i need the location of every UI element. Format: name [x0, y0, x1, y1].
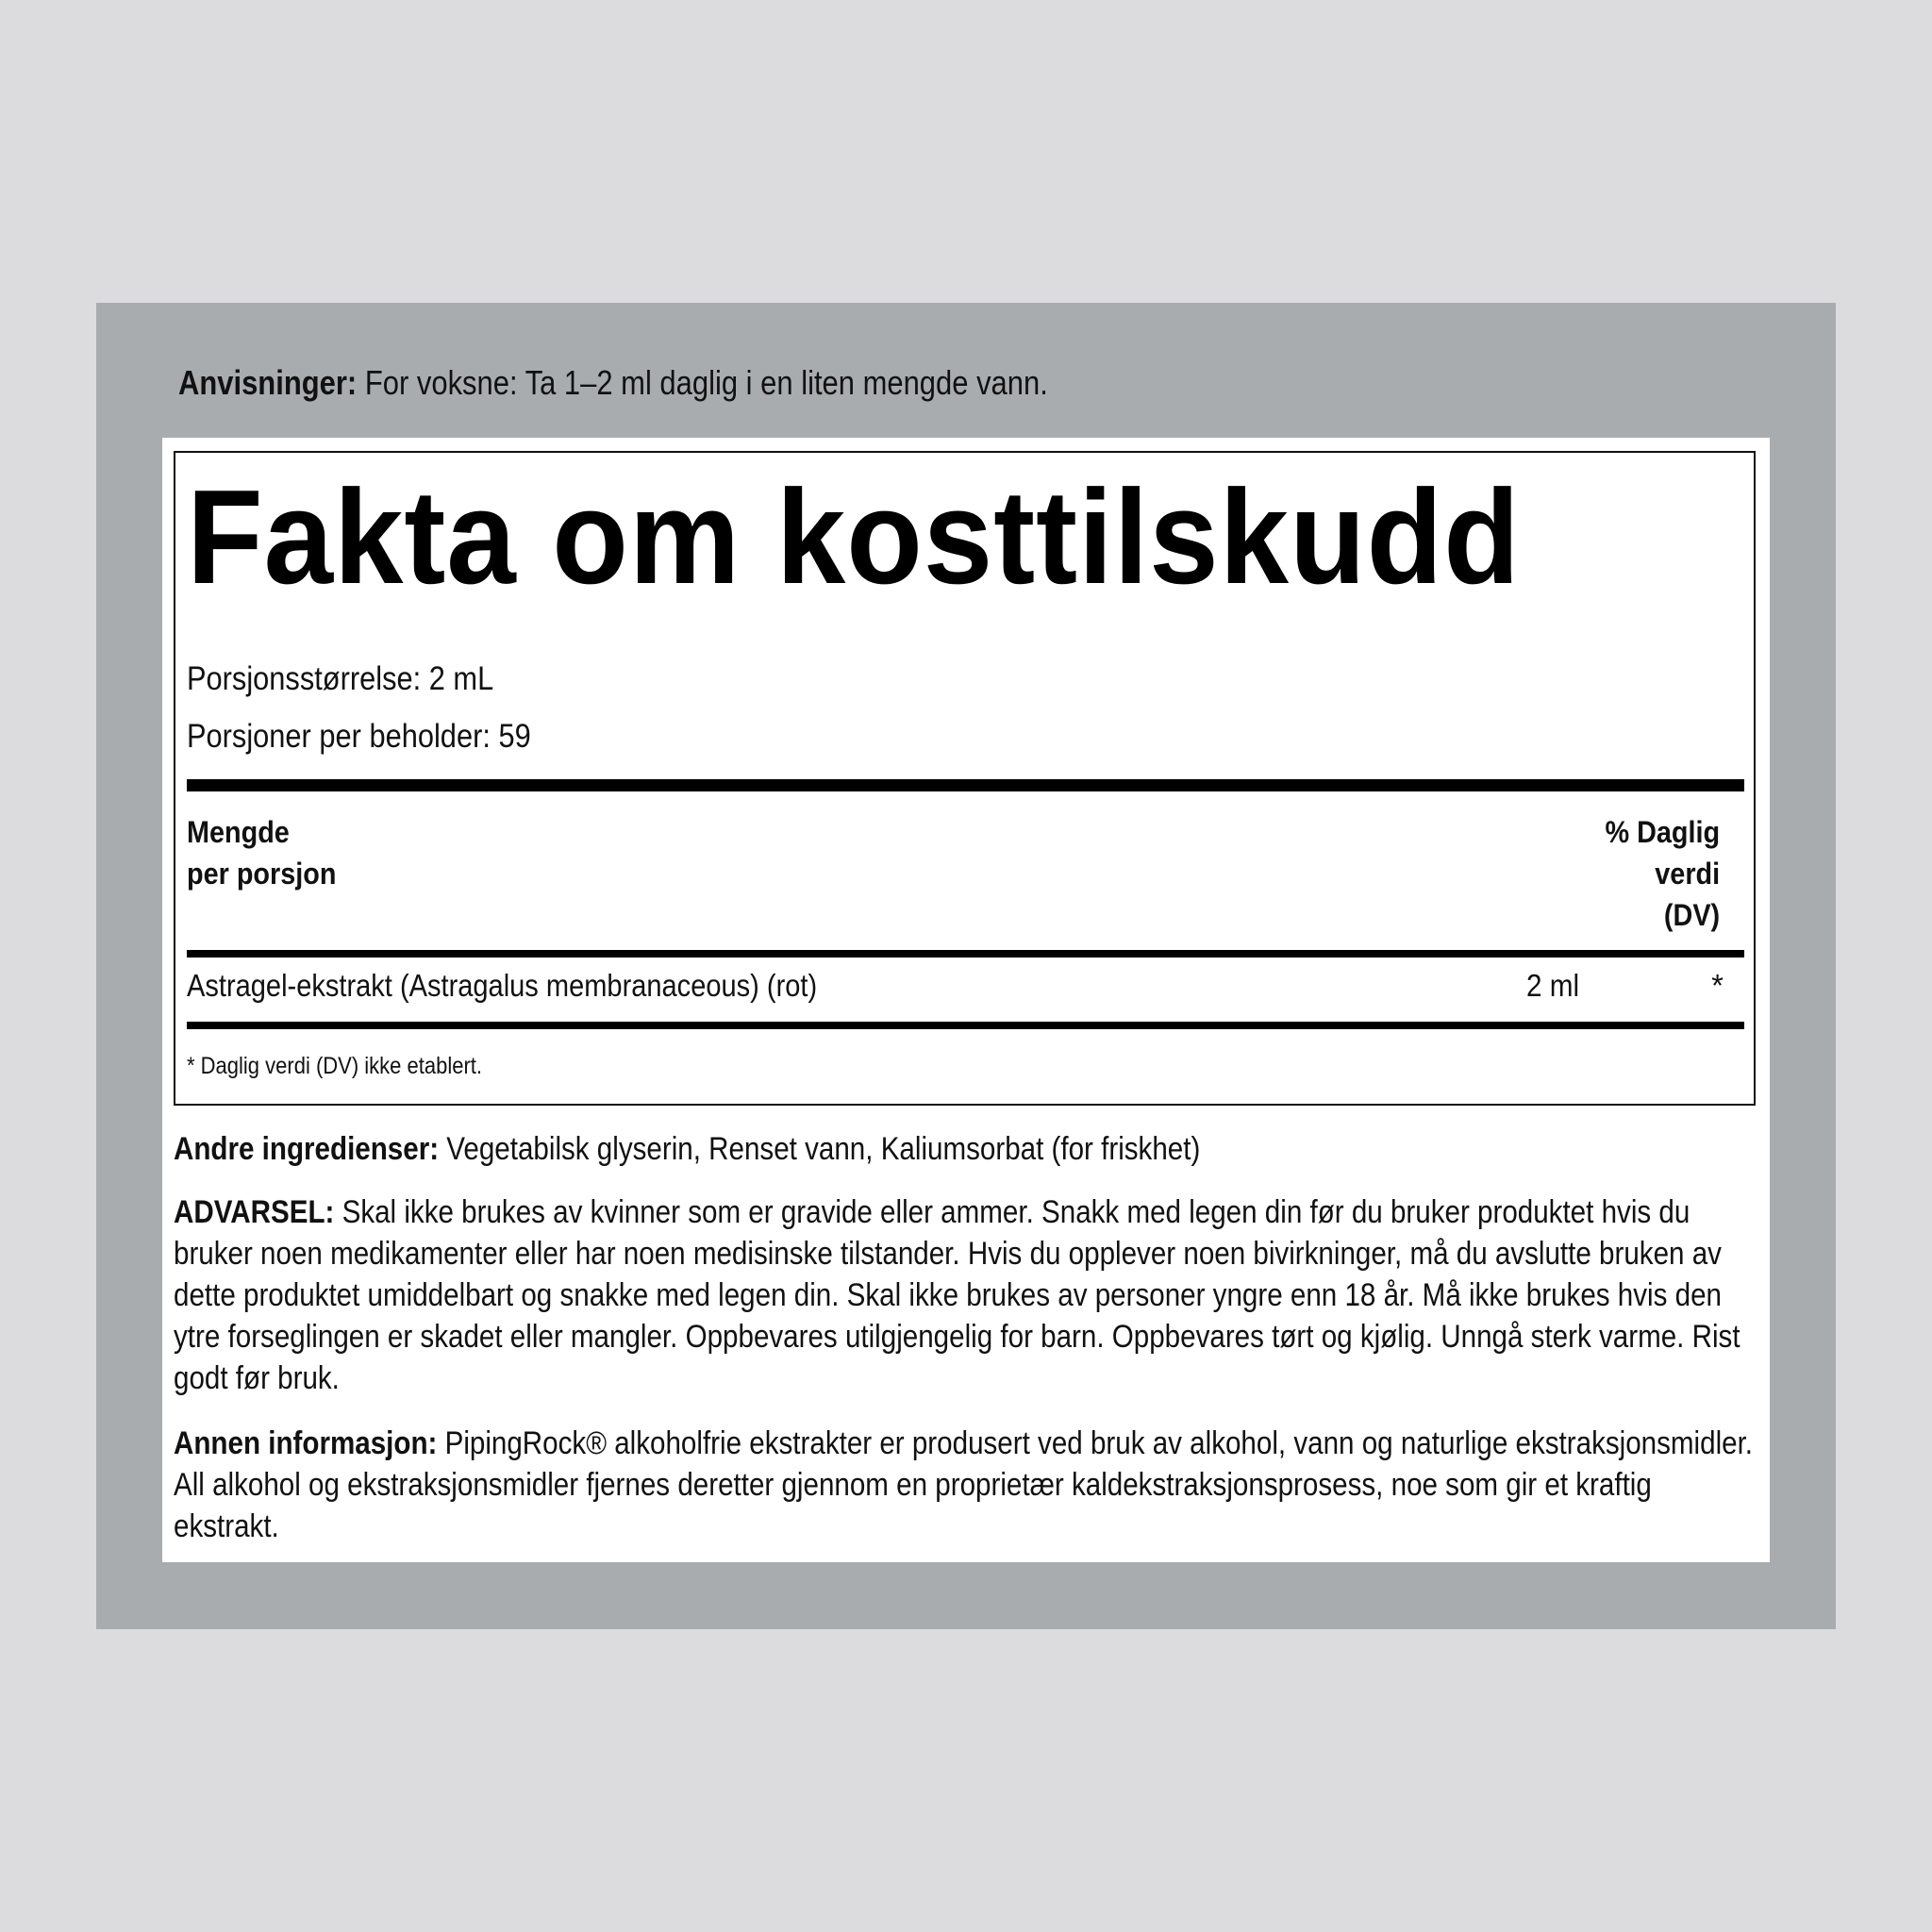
- other-information: [174, 1423, 1758, 1547]
- warning: [174, 1191, 1758, 1399]
- dv-footnote: * Daglig verdi (DV) ikke etablert.: [187, 1053, 483, 1079]
- dv-header-line: % Daglig: [1605, 815, 1720, 849]
- other-info-lead: Annen informasjon:: [174, 1425, 438, 1461]
- serving-size: Porsjonsstørrelse: 2 mL: [187, 660, 494, 697]
- supplement-facts-box: [174, 451, 1756, 1106]
- other-ingredients-text: Vegetabilsk glyserin, Renset vann, Kaliumsorbat (for friskhet): [439, 1131, 1201, 1167]
- servings-per-container: Porsjoner per beholder: 59: [187, 718, 531, 755]
- facts-title: Fakta om kosttilskudd: [187, 462, 1521, 612]
- amount-per-serving-header: [187, 811, 336, 894]
- amount-header-line: per porsjon: [187, 857, 337, 891]
- ingredient-row: [187, 968, 1744, 1015]
- other-ingredients-lead: Andre ingredienser:: [174, 1131, 440, 1167]
- ingredient-amount: 2 ml: [1526, 968, 1580, 1003]
- divider-thick: [187, 779, 1744, 791]
- other-info-text: PipingRock® alkoholfrie ekstrakter er produsert ved bruk av alkohol, vann og naturlige ekstraksjonsmidler. All alkohol og ekstraksjonsmidler fjernes deretter gjennom en proprietær kaldekstraksjonsprosess, noe som gir et kraftig ekstrakt.: [174, 1425, 1754, 1544]
- ingredient-name: Astragel-ekstrakt (Astragalus membranaceous) (rot): [187, 968, 818, 1003]
- dv-header-line: verdi: [1655, 857, 1720, 891]
- divider-medium: [187, 950, 1744, 958]
- directions: [178, 363, 1048, 403]
- divider-medium: [187, 1022, 1744, 1029]
- warning-lead: ADVARSEL:: [174, 1194, 335, 1230]
- dv-header-line: (DV): [1663, 898, 1720, 932]
- warning-text: Skal ikke brukes av kvinner som er gravide eller ammer. Snakk med legen din før du bruker produktet hvis du bruker noen medikamenter eller har noen medisinske tilstander. Hvis du opplever noen bivirkninger, må du avslutte bruken av dette produktet umiddelbart og snakke med legen din. Skal ikke brukes av personer yngre enn 18 år. Må ikke brukes hvis den ytre forseglingen er skadet eller mangler. Oppbevares utilgjengelig for barn. Oppbevares tørt og kjølig. Unngå sterk varme. Rist godt før bruk.: [174, 1194, 1740, 1396]
- ingredient-daily-value: *: [1711, 968, 1724, 1003]
- directions-text: For voksne: Ta 1–2 ml daglig i en liten mengde vann.: [357, 363, 1048, 402]
- directions-lead: Anvisninger:: [178, 363, 358, 402]
- other-ingredients: [174, 1128, 1758, 1170]
- amount-header-line: Mengde: [187, 815, 290, 849]
- daily-value-header: [1605, 811, 1720, 936]
